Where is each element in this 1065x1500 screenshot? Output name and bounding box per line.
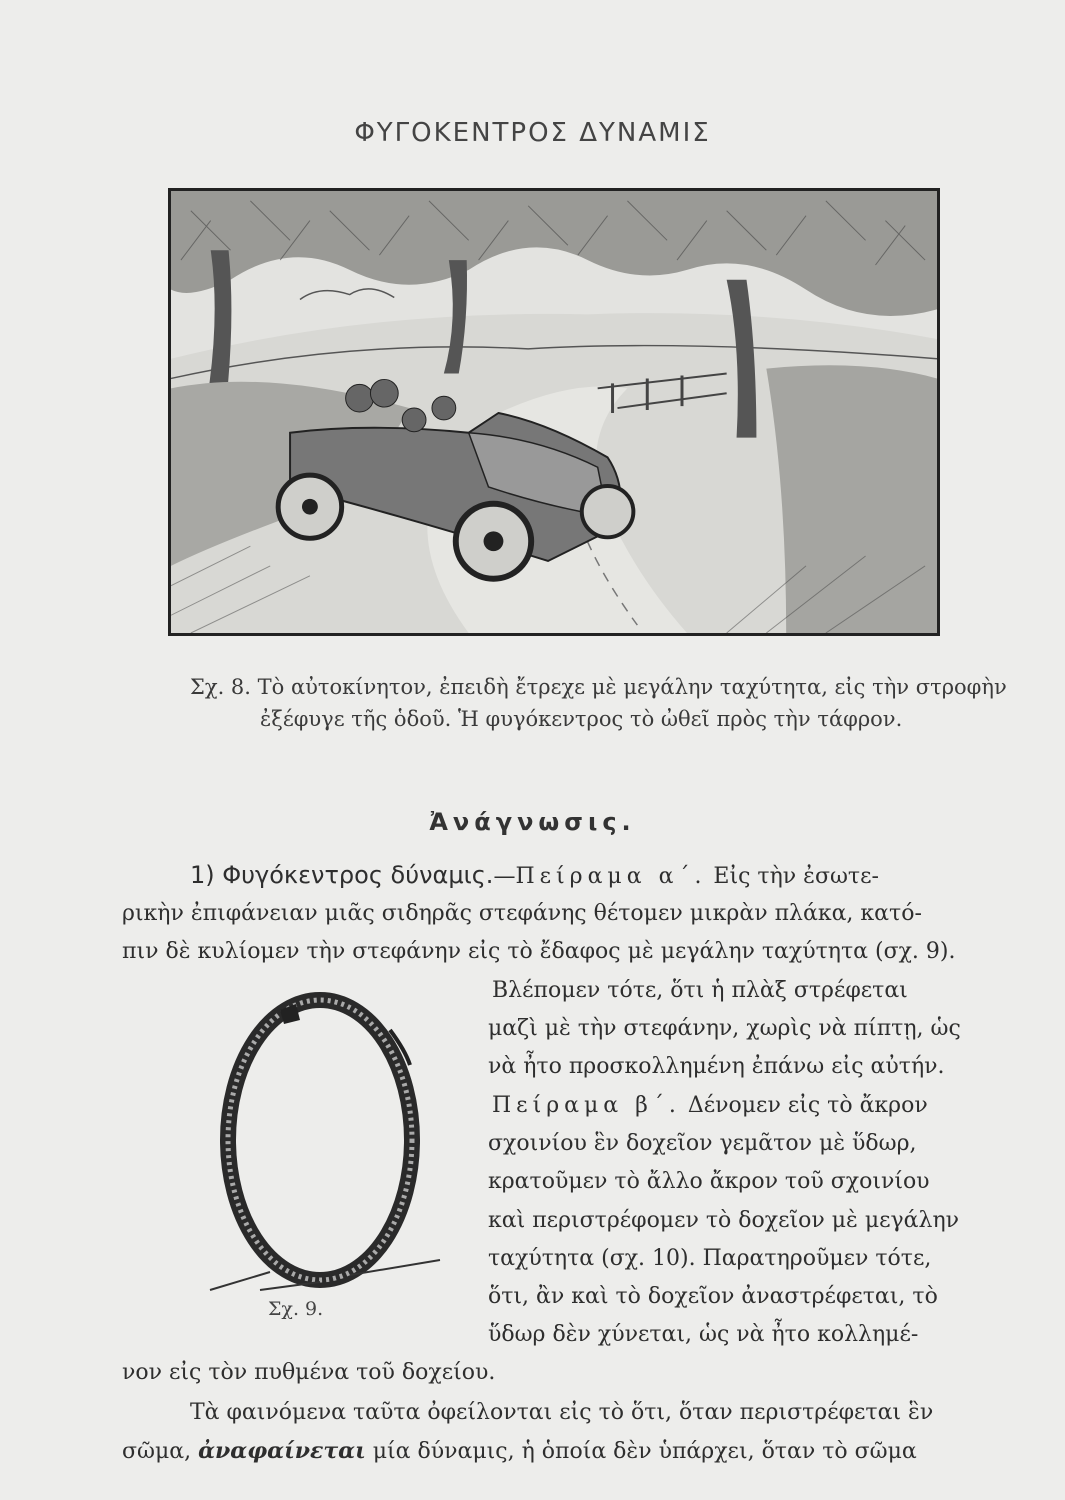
para3-line2-end: μία δύναμις, ἡ ὁποία δὲν ὑπάρχει, ὅταν τὸ σῶμα	[365, 1439, 917, 1464]
section-heading: Ἀνάγνωσις.	[429, 808, 636, 836]
para2-line5: ταχύτητα (σχ. 10). Παρατηροῦμεν τότε,	[488, 1246, 932, 1271]
para1-line1	[190, 860, 879, 892]
page-header: ΦΥΓΟΚΕΝΤΡΟΣ ΔΥΝΑΜΙΣ	[354, 118, 711, 148]
para3-line2	[122, 1436, 917, 1467]
figure-8-caption-line2: ἐξέφυγε τῆς ὁδοῦ. Ἡ φυγόκεντρος τὸ ὠθεῖ πρὸς τὴν τάφρον.	[260, 707, 903, 731]
para1-line4: Βλέπομεν τότε, ὅτι ἡ πλὰξ στρέφεται	[492, 978, 908, 1003]
experiment-a-label: Πείραμα α΄.	[515, 864, 707, 889]
para2-line1-rest: Δένομεν εἰς τὸ ἄκρον	[680, 1093, 928, 1118]
figure-9-hoop-illustration	[200, 990, 450, 1300]
para1-title: 1) Φυγόκεντρος δύναμις.	[190, 861, 494, 889]
para2-line4: καὶ περιστρέφομεν τὸ δοχεῖον μὲ μεγάλην	[488, 1208, 960, 1233]
para2-line8: νον εἰς τὸν πυθμένα τοῦ δοχείου.	[122, 1360, 496, 1385]
experiment-b-label: Πείραμα β΄.	[492, 1093, 681, 1118]
para1-line5: μαζὶ μὲ τὴν στεφάνην, χωρὶς νὰ πίπτῃ, ὡς	[488, 1016, 961, 1041]
para1-dash: —	[493, 864, 516, 889]
para2-line7: ὕδωρ δὲν χύνεται, ὡς νὰ ἦτο κολλημέ-	[488, 1322, 919, 1347]
para3-line2-start: σῶμα,	[122, 1439, 199, 1464]
figure-9-caption: Σχ. 9.	[268, 1298, 324, 1320]
para1-line2: ρικὴν ἐπιφάνειαν μιᾶς σιδηρᾶς στεφάνης θέτομεν μικρὰν πλάκα, κατό-	[122, 901, 922, 926]
para2-line2: σχοινίου ἓν δοχεῖον γεμᾶτον μὲ ὕδωρ,	[488, 1131, 917, 1156]
para3-emphasis: ἀναφαίνεται	[198, 1438, 366, 1464]
para1-line3: πιν δὲ κυλίομεν τὴν στεφάνην εἰς τὸ ἔδαφος μὲ μεγάλην ταχύτητα (σχ. 9).	[122, 939, 956, 964]
para3-line1: Τὰ φαινόμενα ταῦτα ὀφείλονται εἰς τὸ ὅτι, ὅταν περιστρέφεται ἓν	[190, 1400, 934, 1425]
figure-8-caption-line1: Σχ. 8. Τὸ αὐτοκίνητον, ἐπειδὴ ἔτρεχε μὲ μεγάλην ταχύτητα, εἰς τὴν στροφὴν	[190, 675, 1007, 699]
para2-line6: ὅτι, ἂν καὶ τὸ δοχεῖον ἀναστρέφεται, τὸ	[488, 1284, 938, 1309]
para1-line6: νὰ ἦτο προσκολλημένη ἐπάνω εἰς αὐτήν.	[488, 1054, 945, 1079]
para1-line1-rest: Εἰς τὴν ἐσωτε-	[706, 864, 879, 889]
figure-8-car-illustration	[168, 188, 940, 636]
para2-line3: κρατοῦμεν τὸ ἄλλο ἄκρον τοῦ σχοινίου	[488, 1169, 930, 1194]
para2-line1	[492, 1091, 928, 1121]
